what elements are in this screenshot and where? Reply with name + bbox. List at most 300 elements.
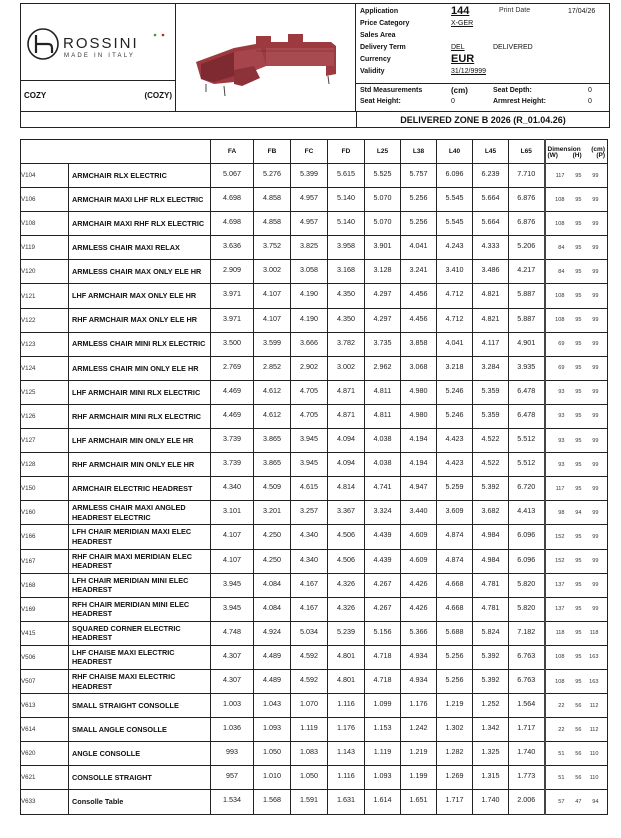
col-header: L25 [365,140,401,164]
dimension-h: 95 [575,582,582,589]
table-row [21,332,608,356]
dimension-w: 22 [558,702,565,709]
dimension-p: 99 [592,606,599,613]
price-cell-l25: 4.811 [365,404,401,428]
item-description: LHF ARMCHAIR MAX ONLY ELE HR [69,284,211,308]
price-cell-fc: 3.666 [291,332,328,356]
table-row [21,501,608,525]
price-cell-l25: 5.070 [365,188,401,212]
model-code: (COZY) [144,91,172,100]
seat-depth-label: Seat Depth: [493,87,532,94]
item-description: LFH CHAIR MERIDIAN MINI ELEC HEADREST [69,573,211,597]
price-cell-l45: 5.359 [473,380,509,404]
price-cell-l65: 1.740 [509,742,545,766]
price-cell-l40: 5.246 [437,380,473,404]
validity-label: Validity [360,68,385,75]
price-cell-fb: 4.858 [254,212,291,236]
col-header: L65 [509,140,545,164]
print-date-value: 17/04/26 [568,8,596,15]
armrest-height-value: 0 [588,98,592,105]
item-description: ARMLESS CHAIR MAX ONLY ELE HR [69,260,211,284]
price-cell-l25: 4.439 [365,525,401,549]
price-cell-fb: 1.568 [254,790,291,814]
dimension-cell [545,429,608,453]
price-cell-fc: 1.050 [291,766,328,790]
price-cell-fb: 1.050 [254,742,291,766]
col-header: FA [211,140,254,164]
item-code: V120 [21,260,69,284]
dimension-w: 108 [555,196,565,203]
table-header-row [21,140,608,164]
table-row [21,236,608,260]
table-row [21,212,608,236]
price-cell-l45: 4.821 [473,284,509,308]
price-cell-l45: 4.333 [473,236,509,260]
item-code: V633 [21,790,69,814]
price-cell-fa: 4.107 [211,549,254,573]
price-cell-l38: 4.609 [401,549,437,573]
dimension-h: 95 [575,606,582,613]
delivery-term-value: DELIVERED [493,44,533,51]
dimension-cell [545,260,608,284]
price-cell-l65: 5.512 [509,453,545,477]
product-photo [176,4,356,111]
brand-name: ROSSINI [63,35,139,52]
dimension-title: Dimension [547,145,581,153]
dimension-w: 137 [555,606,565,613]
dimension-h: 56 [575,750,582,757]
price-cell-l45: 1.252 [473,694,509,718]
price-cell-l45: 5.392 [473,477,509,501]
dimension-w: 117 [555,172,565,179]
price-cell-l45: 5.824 [473,621,509,645]
price-cell-fd: 3.002 [328,356,365,380]
price-cell-l25: 3.735 [365,332,401,356]
price-cell-l45: 4.984 [473,525,509,549]
dimension-p: 99 [592,485,599,492]
application-value: 144 [451,5,470,17]
dimension-p: 99 [592,558,599,565]
dimension-p: 99 [592,196,599,203]
dimension-cell [545,477,608,501]
price-cell-l25: 4.038 [365,453,401,477]
dimension-p: 99 [592,389,599,396]
price-cell-l38: 4.456 [401,308,437,332]
price-cell-fd: 4.326 [328,573,365,597]
item-description: ARMLESS CHAIR MAXI RELAX [69,236,211,260]
col-header: L40 [437,140,473,164]
dimension-unit: (cm) [591,145,605,153]
price-cell-fd: 4.871 [328,404,365,428]
price-cell-l25: 1.614 [365,790,401,814]
price-cell-l25: 4.267 [365,597,401,621]
dimension-h: 95 [575,630,582,637]
price-cell-fb: 4.084 [254,573,291,597]
price-cell-l65: 5.820 [509,597,545,621]
dimension-w: 118 [555,630,565,637]
dimension-h: 56 [575,702,582,709]
dimension-h: 94 [575,509,582,516]
price-cell-fa: 4.698 [211,212,254,236]
dimension-h: 95 [575,317,582,324]
dimension-p: 99 [592,413,599,420]
dimension-p: 99 [592,461,599,468]
measurements-panel [356,84,609,111]
price-cell-l40: 1.219 [437,694,473,718]
price-cell-l40: 3.609 [437,501,473,525]
price-cell-l40: 6.096 [437,164,473,188]
price-cell-l38: 4.194 [401,453,437,477]
price-cell-l45: 3.486 [473,260,509,284]
price-cell-l40: 3.218 [437,356,473,380]
dimension-cell [545,164,608,188]
dimension-cell [545,332,608,356]
dimension-cell [545,669,608,693]
price-cell-fa: 3.739 [211,429,254,453]
price-cell-fa: 3.945 [211,573,254,597]
item-code: V506 [21,645,69,669]
dimension-h: 95 [575,389,582,396]
measurement-unit: (cm) [451,86,468,95]
dimension-p: 99 [592,244,599,251]
table-row [21,308,608,332]
price-cell-fd: 3.168 [328,260,365,284]
price-cell-l65: 1.564 [509,694,545,718]
table-row [21,260,608,284]
price-cell-fd: 4.350 [328,284,365,308]
price-cell-fc: 4.190 [291,284,328,308]
price-cell-l38: 5.256 [401,188,437,212]
price-cell-l45: 4.522 [473,453,509,477]
price-cell-l45: 4.984 [473,549,509,573]
dimension-cell [545,212,608,236]
dimension-cell [545,525,608,549]
price-cell-l45: 5.664 [473,212,509,236]
price-cell-fa: 1.534 [211,790,254,814]
item-description: ARMLESS CHAIR MINI RLX ELECTRIC [69,332,211,356]
application-label: Application [360,8,399,15]
dimension-p: 99 [592,172,599,179]
dimension-h: 95 [575,678,582,685]
price-cell-l38: 4.980 [401,380,437,404]
price-cell-l40: 5.545 [437,188,473,212]
dimension-p: (P) [596,151,605,159]
item-description: ANGLE CONSOLLE [69,742,211,766]
delivery-term-label: Delivery Term [360,44,406,51]
price-cell-l38: 3.241 [401,260,437,284]
dimension-w: 108 [555,317,565,324]
price-cell-fd: 5.140 [328,188,365,212]
price-cell-fc: 3.945 [291,429,328,453]
price-cell-fc: 1.591 [291,790,328,814]
dimension-cell [545,573,608,597]
dimension-p: 112 [589,702,599,709]
dimension-cell [545,308,608,332]
price-cell-fa: 993 [211,742,254,766]
item-code: V507 [21,669,69,693]
zone-title: DELIVERED ZONE B 2026 (R_01.04.26) [356,112,609,128]
price-cell-fc: 4.705 [291,404,328,428]
price-cell-l25: 5.070 [365,212,401,236]
dimension-cell [545,453,608,477]
price-cell-l45: 5.392 [473,645,509,669]
item-code: V128 [21,453,69,477]
price-cell-l40: 4.874 [437,525,473,549]
price-cell-fa: 2.769 [211,356,254,380]
price-cell-fb: 4.612 [254,380,291,404]
dimension-h: 95 [575,196,582,203]
rossini-logo [21,4,176,81]
price-cell-l38: 1.651 [401,790,437,814]
item-description: ARMLESS CHAIR MAXI ANGLED HEADREST ELECTRIC [69,501,211,525]
dimension-h: 95 [575,244,582,251]
price-cell-l65: 1.773 [509,766,545,790]
price-cell-l45: 4.781 [473,573,509,597]
price-cell-fd: 3.782 [328,332,365,356]
dimension-h: 95 [575,413,582,420]
price-cell-fa: 3.739 [211,453,254,477]
item-code: V126 [21,404,69,428]
dimension-p: 94 [592,798,599,805]
price-cell-fb: 4.612 [254,404,291,428]
price-cell-fc: 4.957 [291,212,328,236]
price-cell-l65: 3.935 [509,356,545,380]
price-cell-l65: 2.006 [509,790,545,814]
dimension-cell [545,621,608,645]
item-code: V108 [21,212,69,236]
dimension-h: 95 [575,461,582,468]
dimension-h: 95 [575,558,582,565]
col-header: FC [291,140,328,164]
item-description: RHF CHAISE MAXI ELECTRIC HEADREST [69,669,211,693]
table-row [21,380,608,404]
price-cell-l25: 4.439 [365,549,401,573]
price-cell-fd: 4.801 [328,669,365,693]
price-cell-fc: 5.399 [291,164,328,188]
item-code: V415 [21,621,69,645]
price-cell-l25: 5.156 [365,621,401,645]
dimension-w: 108 [555,654,565,661]
price-cell-fb: 3.865 [254,429,291,453]
dimension-p: 163 [589,654,599,661]
item-description: ARMCHAIR RLX ELECTRIC [69,164,211,188]
dimension-h: 95 [575,220,582,227]
price-cell-fd: 4.814 [328,477,365,501]
price-cell-fd: 4.350 [328,308,365,332]
table-row [21,188,608,212]
price-cell-fb: 3.599 [254,332,291,356]
price-cell-fa: 2.909 [211,260,254,284]
price-cell-fa: 3.636 [211,236,254,260]
price-cell-l65: 6.478 [509,404,545,428]
price-cell-fc: 4.705 [291,380,328,404]
price-cell-l65: 6.763 [509,669,545,693]
price-cell-l65: 5.887 [509,284,545,308]
table-row [21,597,608,621]
price-cell-fb: 4.250 [254,549,291,573]
price-cell-fc: 2.902 [291,356,328,380]
seat-depth-value: 0 [588,87,592,94]
table-row [21,164,608,188]
dimension-p: 110 [589,750,599,757]
price-cell-l40: 1.282 [437,742,473,766]
price-cell-l25: 4.297 [365,308,401,332]
price-cell-l25: 4.297 [365,284,401,308]
price-cell-fc: 4.592 [291,669,328,693]
price-cell-fa: 3.500 [211,332,254,356]
price-cell-fb: 4.250 [254,525,291,549]
info-panel [356,4,609,84]
price-cell-l38: 3.858 [401,332,437,356]
price-cell-l40: 1.269 [437,766,473,790]
price-cell-fa: 4.307 [211,645,254,669]
price-cell-l45: 5.392 [473,669,509,693]
price-cell-fd: 3.958 [328,236,365,260]
seat-height-value: 0 [451,98,455,105]
print-date-label: Print Date [499,7,531,14]
price-cell-fb: 4.107 [254,308,291,332]
dimension-w: 69 [558,365,565,372]
price-cell-l25: 4.718 [365,645,401,669]
dimension-p: 99 [592,268,599,275]
table-row [21,790,608,814]
dimension-w: 117 [555,485,565,492]
price-cell-l25: 1.119 [365,742,401,766]
dimension-p: 110 [589,774,599,781]
price-cell-fb: 4.107 [254,284,291,308]
price-cell-fb: 4.084 [254,597,291,621]
item-description: SMALL STRAIGHT CONSOLLE [69,694,211,718]
dimension-h: 95 [575,654,582,661]
price-cell-fb: 4.489 [254,645,291,669]
price-cell-fa: 957 [211,766,254,790]
price-cell-l38: 4.041 [401,236,437,260]
header-box [20,3,610,128]
price-cell-l40: 5.688 [437,621,473,645]
header-blank [21,140,211,164]
dimension-p: 99 [592,341,599,348]
dimension-h: 95 [575,533,582,540]
price-cell-l40: 1.717 [437,790,473,814]
price-cell-l25: 1.093 [365,766,401,790]
price-cell-l45: 1.325 [473,742,509,766]
price-cell-fb: 1.093 [254,718,291,742]
price-cell-l25: 5.525 [365,164,401,188]
price-cell-fd: 4.094 [328,429,365,453]
price-cell-fd: 4.506 [328,525,365,549]
item-code: V167 [21,549,69,573]
price-cell-fb: 3.752 [254,236,291,260]
price-cell-fd: 1.143 [328,742,365,766]
dimension-cell [545,790,608,814]
table-row [21,284,608,308]
price-cell-l40: 4.668 [437,573,473,597]
price-cell-l38: 4.456 [401,284,437,308]
currency-label: Currency [360,56,391,63]
table-row [21,525,608,549]
price-cell-fa: 1.003 [211,694,254,718]
price-cell-fc: 1.083 [291,742,328,766]
price-cell-l38: 4.934 [401,669,437,693]
price-cell-fd: 3.367 [328,501,365,525]
item-description: RHF ARMCHAIR MIN ONLY ELE HR [69,453,211,477]
model-name: COZY [24,91,47,100]
price-cell-l38: 5.256 [401,212,437,236]
col-header: L38 [401,140,437,164]
price-cell-fd: 5.239 [328,621,365,645]
dimension-h: 56 [575,774,582,781]
price-cell-l40: 4.243 [437,236,473,260]
price-cell-l40: 1.302 [437,718,473,742]
item-description: RHF ARMCHAIR MINI RLX ELECTRIC [69,404,211,428]
table-row [21,645,608,669]
dimension-w: 93 [558,437,565,444]
dimension-w: 93 [558,389,565,396]
price-cell-l40: 5.256 [437,645,473,669]
price-cell-l38: 4.426 [401,597,437,621]
table-row [21,477,608,501]
dimension-p: 99 [592,437,599,444]
price-cell-fd: 4.326 [328,597,365,621]
price-cell-l45: 4.117 [473,332,509,356]
dimension-w: 51 [558,774,565,781]
std-measurements-label: Std Measurements [360,87,423,94]
price-cell-fd: 4.871 [328,380,365,404]
dimension-h: 95 [575,341,582,348]
price-cell-l40: 4.041 [437,332,473,356]
price-cell-l40: 5.259 [437,477,473,501]
dimension-w: 93 [558,413,565,420]
item-code: V614 [21,718,69,742]
price-cell-fd: 1.116 [328,694,365,718]
price-cell-fb: 4.509 [254,477,291,501]
dimension-p: 99 [592,582,599,589]
dimension-p: 99 [592,220,599,227]
item-description: LFH CHAIR MERIDIAN MAXI ELEC HEADREST [69,525,211,549]
validity-value: 31/12/9999 [451,68,487,75]
logo-cell [21,4,176,81]
price-cell-fc: 4.190 [291,308,328,332]
price-cell-l40: 4.423 [437,429,473,453]
price-cell-fd: 1.631 [328,790,365,814]
dimension-w: 98 [558,509,565,516]
price-cell-l65: 6.876 [509,188,545,212]
price-cell-fb: 2.852 [254,356,291,380]
sales-area-label: Sales Area [360,32,396,39]
price-cell-fb: 3.201 [254,501,291,525]
price-cell-l65: 4.901 [509,332,545,356]
price-table [20,139,608,815]
price-cell-fd: 4.094 [328,453,365,477]
item-description: RHF CHAIR MAXI MERIDIAN ELEC HEADREST [69,549,211,573]
logo-dot-green [154,34,157,37]
seat-height-label: Seat Height: [360,98,401,105]
price-cell-l40: 5.246 [437,404,473,428]
price-cell-fa: 4.469 [211,380,254,404]
item-code: V169 [21,597,69,621]
dimension-w: 84 [558,244,565,251]
dimension-h: (H) [572,151,582,159]
table-row [21,718,608,742]
price-table-body [21,164,608,815]
price-cell-l65: 5.512 [509,429,545,453]
price-cell-fc: 3.825 [291,236,328,260]
dimension-cell [545,356,608,380]
item-code: V620 [21,742,69,766]
price-cell-fa: 3.101 [211,501,254,525]
price-cell-fd: 4.801 [328,645,365,669]
price-cell-l40: 4.423 [437,453,473,477]
